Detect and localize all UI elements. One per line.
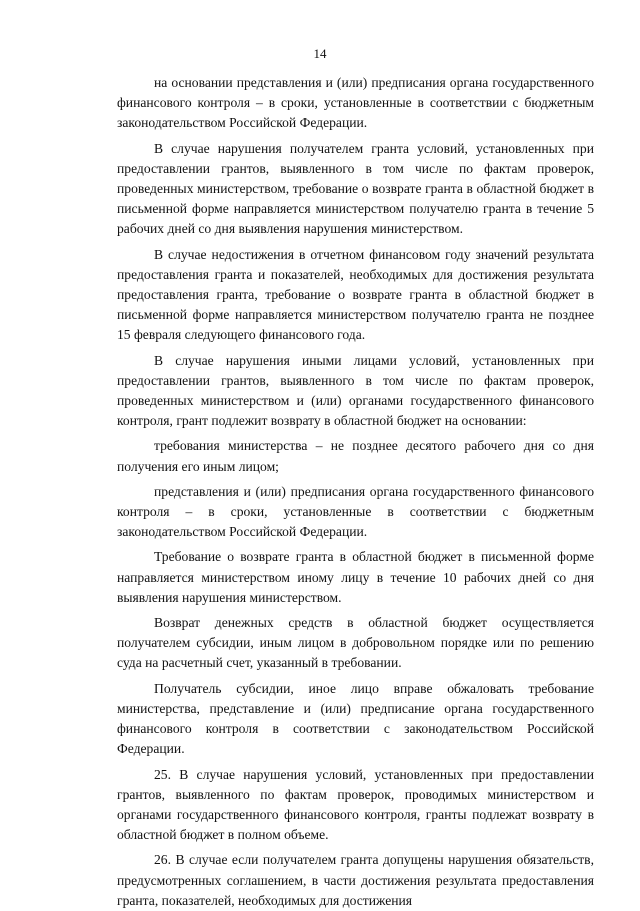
- paragraph-funds-return: Возврат денежных средств в областной бюджет осуществляется получателем субсидии, иным лицом в добровольном порядке или по решению суда на расчетный счет, указанный в требовании.: [117, 615, 594, 671]
- paragraph-other-persons-violation: В случае нарушения иными лицами условий, установленных при предоставлении грантов, выявленного в том числе по фактам проверок, проведенных министерством и (или) органами государственного финансового контроля, грант подлежит возврату в областной бюджет на основании:: [117, 352, 594, 429]
- page-number: 14: [313, 46, 327, 61]
- paragraph-continuation: на основании представления и (или) предписания органа государственного финансового контроля – в сроки, установленные в соответствии с бюджетным законодательством Российской Федерации.: [117, 75, 594, 131]
- paragraph-ministry-requirement: требования министерства – не позднее десятого рабочего дня со дня получения его иным лицом;: [117, 438, 594, 474]
- paragraph-result-not-achieved: В случае недостижения в отчетном финансовом году значений результата предоставления гранта и показателей, необходимых для достижения результата предоставления гранта, требование о возврате гранта в областной бюджет в письменной форме направляется министерством получателю гранта не позднее 15 февраля следующего финансового года.: [117, 246, 594, 343]
- document-body: [117, 73, 594, 911]
- paragraph-recipient-violation: В случае нарушения получателем гранта условий, установленных при предоставлении грантов, выявленного в том числе по фактам проверок, проведенных министерством, требование о возврате гранта в областной бюджет в письменной форме направляется министерством получателю гранта в течение 5 рабочих дней со дня выявления нарушения министерством.: [117, 140, 594, 237]
- paragraph-item-26: 26. В случае если получателем гранта допущены нарушения обязательств, предусмотренных соглашением, в части достижения результата предоставления гранта, показателей, необходимых для достижения: [117, 852, 594, 908]
- paragraph-appeal-right: Получатель субсидии, иное лицо вправе обжаловать требование министерства, представление и (или) предписание органа государственного финансового контроля в соответствии с законодательством Российской Федерации.: [117, 680, 594, 757]
- paragraph-control-body-order: представления и (или) предписания органа государственного финансового контроля – в сроки, установленные в соответствии с бюджетным законодательством Российской Федерации.: [117, 483, 594, 540]
- paragraph-return-demand: Требование о возврате гранта в областной бюджет в письменной форме направляется министерством иному лицу в течение 10 рабочих дней со дня выявления нарушения министерством.: [117, 549, 594, 605]
- paragraph-item-25: 25. В случае нарушения условий, установленных при предоставлении грантов, выявленного по фактам проверок, проводимых министерством и органами государственного финансового контроля, гранты подлежат возврату в областной бюджет в полном объеме.: [117, 766, 594, 843]
